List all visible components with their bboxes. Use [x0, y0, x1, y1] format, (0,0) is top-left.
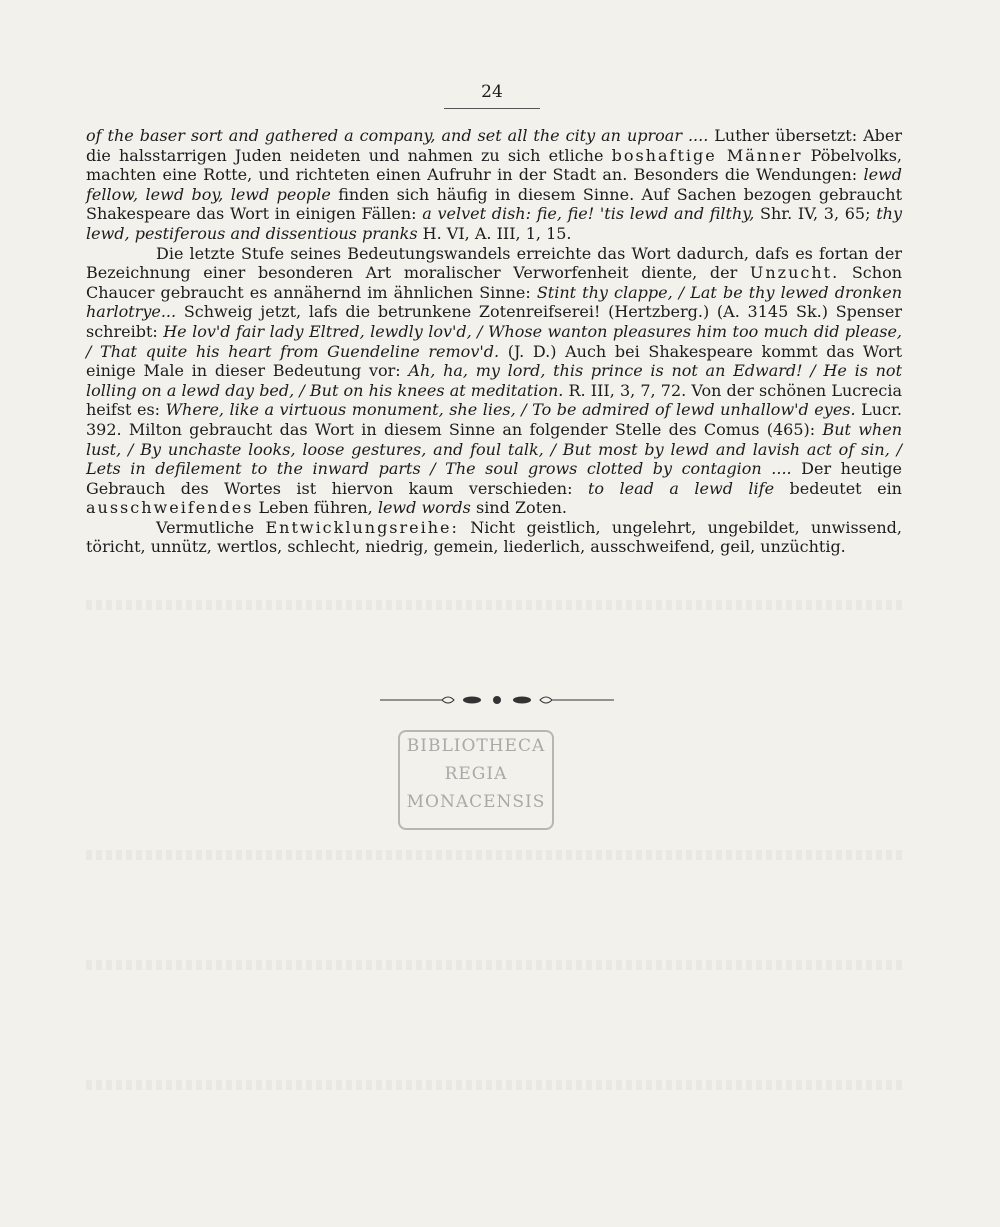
text-run: sind Zoten.	[470, 498, 567, 518]
text-run: Leben führen,	[253, 498, 378, 518]
text-run: H. VI, A. III, 1, 15.	[417, 223, 572, 243]
quote-english: Stint thy clappe, / Lat be thy lewed dronken harlotrye...	[86, 282, 902, 322]
bleed-through	[86, 1080, 906, 1090]
quote-english: to lead a lewd life	[587, 478, 775, 498]
text-run: bedeutet ein	[774, 478, 902, 498]
ornament-divider	[380, 690, 614, 710]
paragraph-3	[86, 518, 902, 557]
spaced-emphasis: Unzucht.	[749, 263, 840, 283]
page-number: 24	[444, 82, 540, 109]
text-run: Schweig jetzt, lafs die betrunkene Zotenreifserei! (Hertzberg.) (A. 3145 Sk.) Spenser schreibt:	[86, 302, 902, 341]
spaced-emphasis: boshaftige Männer	[611, 145, 803, 165]
text-run: Luther übersetzt: Aber die halsstarrigen Juden neideten und nahmen zu sich etliche	[86, 126, 902, 165]
spaced-emphasis: Entwicklungsreihe:	[265, 517, 459, 537]
bleed-through	[86, 600, 906, 610]
quote-english: a velvet dish: fie, fie! 'tis lewd and filthy,	[422, 204, 755, 224]
library-stamp	[398, 730, 554, 830]
stamp-line: BIBLIOTHECA	[406, 736, 546, 756]
quote-english: lewd words	[377, 498, 471, 518]
text-run: finden sich häufig in diesem Sinne. Auf Sachen bezogen gebraucht Shakespeare das Wort in einigen Fällen:	[86, 184, 902, 224]
text-run: Lucr. 392. Milton gebraucht das Wort in diesem Sinne an folgender Stelle des Comus (465):	[86, 400, 902, 439]
quote-english: thy lewd, pestiferous and dissentious pranks	[86, 204, 902, 243]
paragraph-2	[86, 244, 902, 518]
stamp-line: MONACENSIS	[406, 792, 546, 812]
quote-english: But when lust, / By unchaste looks, loose gestures, and foul talk, / But most by lewd and lavish act of sin, / Lets in defilement to the inward parts / The soul grows clotted by contagion ....	[86, 419, 903, 479]
text-run: (J. D.) Auch bei Shakespeare kommt das Wort einige Male in dieser Bedeutung vor:	[86, 341, 903, 381]
quote-english: of the baser sort and gathered a company, and set all the city an uproar ....	[86, 126, 709, 145]
body-text	[86, 126, 902, 557]
text-run: Nicht geistlich, ungelehrt, ungebildet, unwissend, töricht, unnütz, wertlos, schlecht, niedrig, gemein, liederlich, ausschweifend, geil, unzüchtig.	[86, 517, 902, 557]
text-run: Die letzte Stufe seines Bedeutungswandels erreichte das Wort dadurch, dafs es fortan der Bezeichnung einer besonderen Art moralischer Verworfenheit diente, der	[86, 243, 902, 283]
text-run: Pöbelvolks, machten eine Rotte, und richteten einen Aufruhr in der Stadt an. Besonders die Wendungen:	[86, 145, 903, 185]
paragraph-1	[86, 126, 902, 244]
bleed-through	[86, 960, 906, 970]
spaced-emphasis: ausschweifendes	[86, 498, 254, 518]
bleed-through	[86, 850, 906, 860]
text-run: Vermutliche	[156, 517, 266, 537]
text-run: Schon Chaucer gebraucht es annähernd im ähnlichen Sinne:	[86, 263, 903, 302]
quote-english: Ah, ha, my lord, this prince is not an Edward! / He is not lolling on a lewd day bed, / But on his knees at meditation.	[86, 361, 902, 400]
text-run: Der heutige Gebrauch des Wortes ist hiervon kaum verschieden:	[86, 459, 903, 498]
quote-english: lewd fellow, lewd boy, lewd people	[86, 165, 902, 204]
quote-english: He lov'd fair lady Eltred, lewdly lov'd, / Whose wanton pleasures him too much did please, / That quite his heart from Guendeline remov'd.	[86, 321, 902, 361]
stamp-line: REGIA	[444, 764, 508, 784]
text-run: R. III, 3, 7, 72. Von der schönen Lucrecia heifst es:	[86, 380, 903, 420]
quote-english: Where, like a virtuous monument, she lies, / To be admired of lewd unhallow'd eyes.	[165, 400, 856, 420]
text-run: Shr. IV, 3, 65;	[754, 204, 877, 224]
